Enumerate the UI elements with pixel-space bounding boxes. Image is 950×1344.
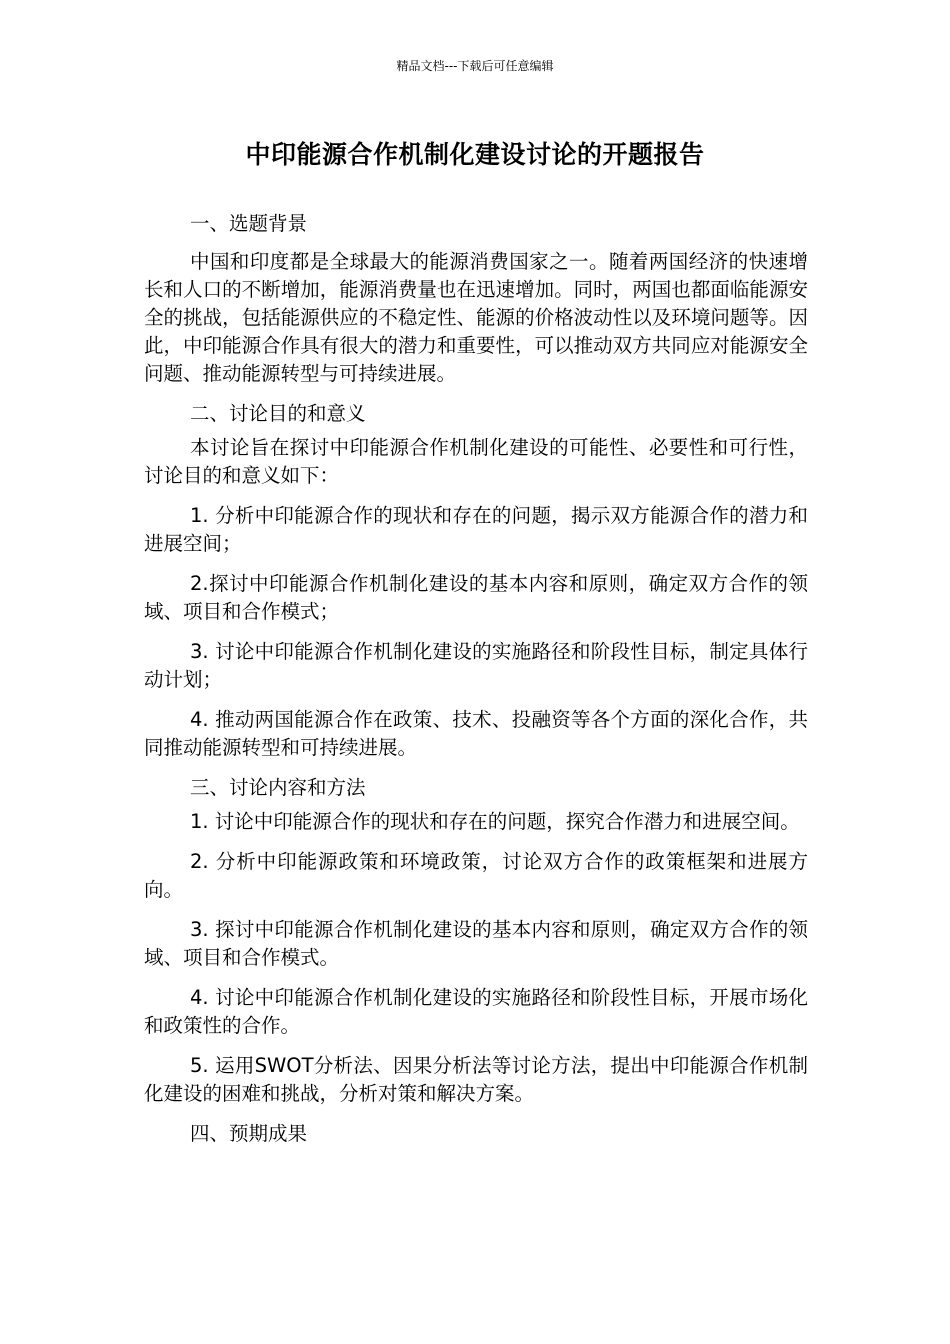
section-heading-background: 一、选题背景	[190, 212, 308, 235]
list-item: 4. 推动两国能源合作在政策、技术、投融资等各个方面的深化合作，共同推动能源转型和可持续进展。	[144, 708, 808, 759]
list-item: 3. 探讨中印能源合作机制化建设的基本内容和原则，确定双方合作的领域、项目和合作模式。	[144, 918, 808, 969]
list-item: 1. 讨论中印能源合作的现状和存在的问题，探究合作潜力和进展空间。	[190, 810, 800, 833]
document-title: 中印能源合作机制化建设讨论的开题报告	[245, 140, 705, 169]
list-item: 4. 讨论中印能源合作机制化建设的实施路径和阶段性目标，开展市场化和政策性的合作。	[144, 986, 808, 1037]
section-heading-objectives: 二、讨论目的和意义	[190, 402, 366, 425]
section-heading-content-methods: 三、讨论内容和方法	[190, 776, 366, 799]
paragraph: 中国和印度都是全球最大的能源消费国家之一。随着两国经济的快速增长和人口的不断增加，能源消费量也在迅速增加。同时，两国也都面临能源安全的挑战，包括能源供应的不稳定性、能源的价格波动性以及环境问题等。因此，中印能源合作具有很大的潜力和重要性，可以推动双方共同应对能源安全问题、推动能源转型与可持续进展。	[144, 250, 808, 385]
document-body	[144, 210, 808, 1154]
list-item: 2. 分析中印能源政策和环境政策，讨论双方合作的政策框架和进展方向。	[144, 850, 808, 901]
page-header: 精品文档---下载后可任意编辑	[396, 59, 554, 73]
list-item: 1. 分析中印能源合作的现状和存在的问题，揭示双方能源合作的潜力和进展空间；	[144, 504, 808, 555]
paragraph: 本讨论旨在探讨中印能源合作机制化建设的可能性、必要性和可行性，讨论目的和意义如下：	[144, 436, 808, 487]
list-item: 2.探讨中印能源合作机制化建设的基本内容和原则，确定双方合作的领域、项目和合作模式；	[144, 572, 808, 623]
section-heading-expected-results: 四、预期成果	[190, 1122, 308, 1145]
list-item: 5. 运用SWOT分析法、因果分析法等讨论方法，提出中印能源合作机制化建设的困难和挑战，分析对策和解决方案。	[144, 1054, 808, 1105]
list-item: 3. 讨论中印能源合作机制化建设的实施路径和阶段性目标，制定具体行动计划；	[144, 640, 808, 691]
